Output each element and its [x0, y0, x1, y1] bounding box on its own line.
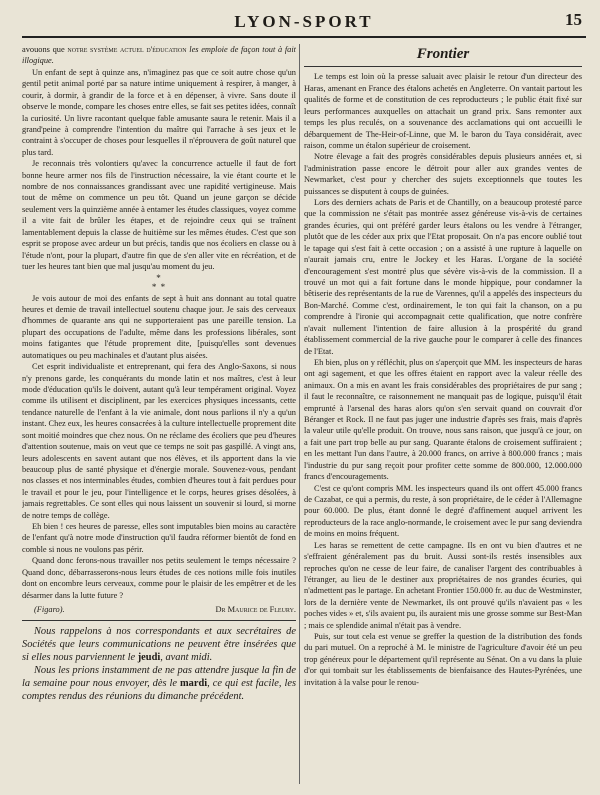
article-author: Dr Maurice de Fleury. — [215, 605, 296, 615]
paragraph: Je reconnais très volontiers qu'avec la concurrence actuelle il faut de fort bonne heure armer nos fils de l'instruction nécessaire, la vie étant courte et le nombre de nos connaissances grandissant avec une rapidité vertigineuse. Mais tout de même on commence un peu tôt. Quand un jeune garçon se décide seulement vers la quinzième année à entamer les études classiques, voyez comme il a vite fait de brûler les étapes, et de rejoindre ceux qui se traînent lamentablement depuis la classe de huitième sur les mêmes études. C'est que son esprit se propose avec ardeur un but précis, tandis que nos écoliers en classe ou à l'étude n'ont, pour la plupart, d'autre fin que de s'en aller vite en récréation, et de tuer les heures tant bien que mal jusqu'au moment du jeu. — [22, 159, 296, 272]
paragraph: Eh bien, plus on y réfléchit, plus on s'aperçoit que MM. les inspecteurs de haras ont agi sagement, et que les offres étaient en rapport avec la valeur réelle des animaux. On a mis en avant les frais considérables des propriétaires de pur sang ; il faut le reconnaître, ce raisonnement ne manquait pas de logique, puisqu'il était emprunté à l'arsenal des haras alors qu'on s'en servait quand on couvrait d'or Béranger et Rock. Il ne faut pas juger une industrie d'après ses frais, mais d'après la valeur utile qu'elle produit. On trouve, nous sans raison, que jusqu'à ce jour, on a fait une part trop belle au pur sang. Quarante étalons de croisement suffiraient ; en les mettant l'un dans l'autre, à 20.000 francs, on arrive à 800.000 francs ; mais l'industrie du pur sang reçoit pour profiter cette somme de 800.000, 12.000.000 francs d'encouragements. — [304, 357, 582, 482]
section-separator: * * * — [151, 273, 167, 292]
paragraph: Lors des derniers achats de Paris et de Chantilly, on a beaucoup protesté parce que la commission ne s'était pas montrée assez généreuse vis-à-vis de certaines grandes écuries, qui ont préféré garder leurs étalons ou les vendre à l'étranger, plutôt que de les céder aux prix que l'Etat proposait. On n'a pas encore oublié tout le tapage qui s'est fait à cette occasion ; on a assisté à une rupture à laquelle on n'aurait jamais cru, entre le Jockey et les Haras. L'organe de la société d'encouragement s'est montré plus que sévère vis-à-vis de la commission. Il a trouvé un mot qui a fait fortune dans le monde hippique, pour condamner la bêtiserie des représentants de la rue de Varennes, qu'il a appelés des inspecteurs du Bon-Marché. Comme c'est, ordinairement, le ton qui fait la chanson, on a pu comprendre à l'ironie qui accompagnait cette qualification, que notre confrère n'avait nullement l'intention de faire allusion à la prospérité du grand établissement commercial de la rive gauche pour le comparer à celle des finances de l'Etat. — [304, 198, 582, 356]
paragraph: Eh bien ! ces heures de paresse, elles sont imputables bien moins au caractère de l'enfant qu'à notre mode d'instruction qu'il faudra réformer bientôt de fond en comble si nous ne voulons pas périr. — [22, 522, 296, 554]
paragraph: Cet esprit individualiste et entreprenant, qui fera des Anglo-Saxons, si nous n'y prenons garde, les conquérants du monde latin et nos maîtres, c'est à leur mode d'éducation qu'ils le doivent, autant qu'à leur tempérament original. Voyez comme ils utilisent et disciplinent, par les exercices physiques incessants, cette tendance naturelle de l'enfant à la vie animale, dont nous parlions il n'y a qu'un instant. Chez eux, les heures consacrées à la culture intellectuelle proprement dite sont moitié moindres que chez nous. On ne réclame des écoliers que peu d'heures d'attention soutenue, mais on veut que ce temps ne soit pas gaspillé. A vingt ans, leurs adolescents en savent autant que nos élèves, et ils apportent dans la vie beaucoup plus de santé physique et d'énergie morale. Souvenez-vous, pendant nos classes et nos interminables études, combien d'heures tout à fait perdues pour le travail et pour le jeu, pour l'intelligence et le corps, heures grises désolées, à jamais regrettables. Ce sont elles qui nous laissent un souvenir si lourd, si morne de notre temps de collège. — [22, 362, 296, 520]
notice-paragraph: Nous rappelons à nos correspondants et aux secrétaires de Sociétés que leurs communications ne peuvent être insérées que si elles nous parviennent le jeudi, avant midi. — [22, 626, 296, 664]
page-header — [22, 10, 586, 38]
article-signature — [22, 604, 296, 615]
paragraph: Je vois autour de moi des enfants de sept à huit ans donnant au total quatre heures et demie de travail intellectuel soutenu chaque jour. Je sais des cerveaux d'hommes de quarante ans qui ne supporteraient pas une pareille tension. La plupart des occupations de l'adulte, même dans les professions libérales, sont moins fatigantes que l'étude proprement dite, [puisqu'elles sont devenues automatiques ou peu machinales et d'autant plus aisées. — [22, 293, 296, 360]
publication-title: LYON-SPORT — [234, 12, 374, 31]
paragraph: Notre élevage a fait des progrès considérables depuis plusieurs années et, si l'administration passe encore le détroit pour aller aux grandes ventes de Newmarket, c'est pour y chercher des sujets exceptionnels que toutes les puissances se disputent à coups de guinées. — [304, 152, 582, 196]
editorial-notice — [22, 625, 296, 703]
right-column — [304, 44, 582, 789]
paragraph: Un enfant de sept à quinze ans, n'imaginez pas que ce soit autre chose qu'un gentil petit animal porté par sa nature intime uniquement à respirer, à manger, à courir, à dormir, à grandir de la force et à en dépenser, à vivre. Sans doute il observe le monde, compare les choses entre elles, se fait ses petites idées, connaît la curiosité. Un livre racontant quelque fable amusante saura le retenir. Mais il a grand'peine à comprendre l'intention du maître qui l'arrache à ses jeux et le contraint à s'occuper de choses pour lesquelles il n'éprouvera de goût naturel que plus tard. — [22, 67, 296, 157]
page-number: 15 — [565, 10, 582, 29]
divider — [22, 620, 296, 621]
paragraph: Puis, sur tout cela est venue se greffer la question de la distribution des fonds du pari mutuel. On a reproché à M. le ministre de l'agriculture d'avoir été un peu trop généreux pour le département qu'il représente au Sénat. On a vu dans la pluie d'or qui tombait sur les établissements de bienfaisance des Hautes-Pyrénées, une invitation à la valse pour le renou- — [304, 632, 582, 687]
article-source: (Figaro). — [34, 605, 65, 615]
column-divider — [299, 44, 300, 784]
paragraph: C'est ce qu'ont compris MM. les inspecteurs quand ils ont offert 45.000 francs de Cazabat, ce qui a permis, du reste, à son propriétaire, de le céder à l'Allemagne pour 60.000. De plus, étant donné le degré d'affinement auquel arrivent les reproducteurs de la race anglo-normande, le croisement avec le pur sang deviendra de moins en moins fréquent. — [304, 483, 582, 539]
paragraph: Le temps est loin où la presse saluait avec plaisir le retour d'un directeur des Haras, amenant en France des étalons achetés en Angleterre. On vantait partout les qualités de forme et de constitution de ces reproducteurs ; le public était fixé sur leurs performances auxquelles on attachait un grand prix. Sans remonter aux temps les plus reculés, on a souvenance des acclamations qui ont accueilli le débarquement de The-Heir-of-Linne, que M. le baron du Taya considérait, avec raison, comme un étalon supérieur de croisement. — [304, 72, 582, 150]
article-title: Frontier — [304, 44, 582, 67]
paragraph: Quand donc ferons-nous travailler nos petits seulement le temps nécessaire ? Quand donc, débarrasserons-nous leurs études de ces notions mille fois inutiles dont on encombre leurs cerveaux, comme pour le plaisir de les empêtrer et de les désarmer dans la lutte future ? — [22, 556, 296, 600]
paragraph: avouons que notre système actuel d'éducation les emploie de façon tout à fait illogique. — [22, 45, 296, 66]
notice-paragraph: Nous les prions instamment de ne pas attendre jusque la fin de la semaine pour nous envoyer, dès le mardi, ce qui est facile, les comptes rendus des réunions du dimanche précédent. — [22, 665, 296, 703]
paragraph: Les haras se remettent de cette campagne. Ils en ont vu bien d'autres et ne s'effraient généralement pas du bruit. Aussi sont-ils restés insensibles aux reproches qu'on ne cesse de leur faire, de canaliser l'argent des contribuables à l'étranger, au lieu de le destiner aux propriétaires de nos grandes écuries, qui n'admettent pas le partage. En achetant Frontier 150.000 fr. au duc de Westminster, lors de la dernière vente de Newmarket, ils ont prouvé qu'ils n'avaient pas « les poches vides » et, s'ils avaient pu, ils auraient mis une grosse somme sur Best-Man ; mais ce splendide animal n'était pas à vendre. — [304, 540, 582, 630]
left-column — [22, 44, 296, 789]
